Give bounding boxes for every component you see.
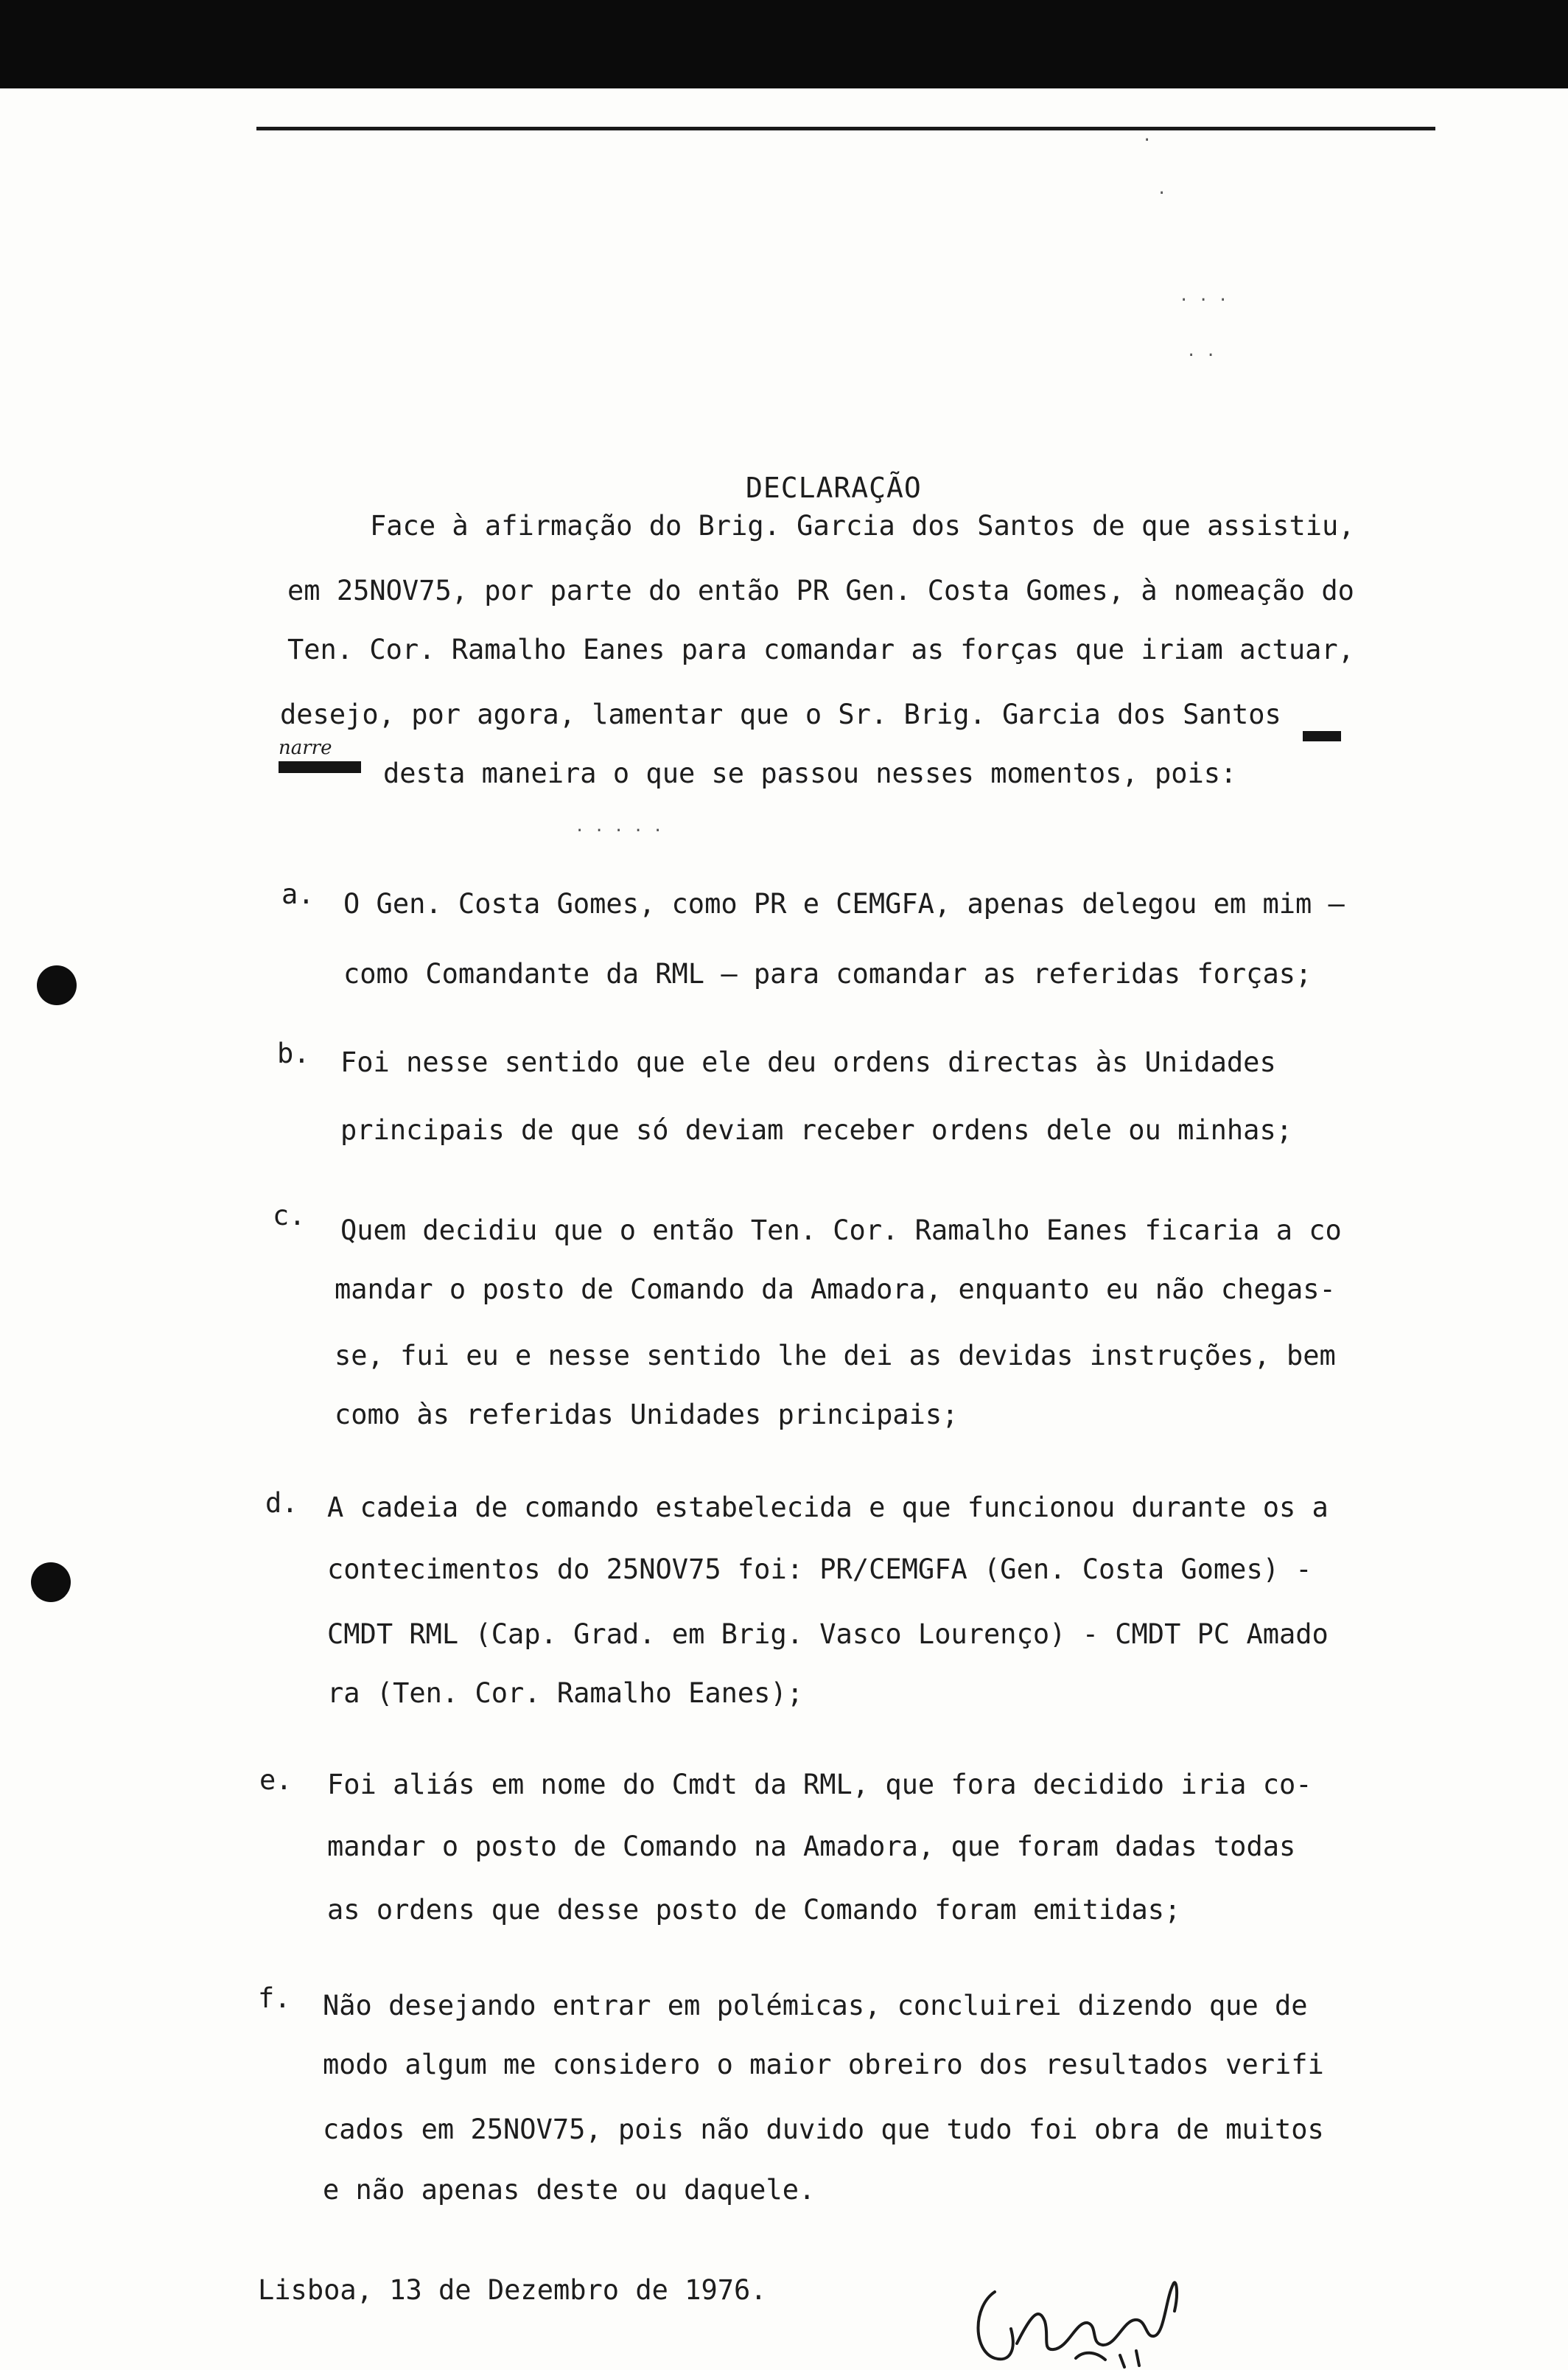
scan-speck: · · · · · xyxy=(575,822,663,840)
item-marker: e. xyxy=(259,1764,293,1796)
item-marker: c. xyxy=(273,1200,306,1231)
struck-out-word xyxy=(279,761,361,773)
scan-top-edge xyxy=(0,0,1568,88)
intro-line: desejo, por agora, lamentar que o Sr. Brig. Garcia dos Santos xyxy=(280,699,1281,730)
item-line: se, fui eu e nesse sentido lhe dei as devidas instruções, bem xyxy=(335,1340,1336,1371)
header-rule xyxy=(256,127,1435,130)
item-line: mandar o posto de Comando da Amadora, enquanto eu não chegas- xyxy=(335,1273,1336,1305)
punch-hole-lower xyxy=(31,1562,71,1602)
intro-line: em 25NOV75, por parte do então PR Gen. Costa Gomes, à nomeação do xyxy=(287,575,1354,607)
place-and-date: Lisboa, 13 de Dezembro de 1976. xyxy=(258,2274,767,2306)
item-line: contecimentos do 25NOV75 foi: PR/CEMGFA (Gen. Costa Gomes) - xyxy=(327,1553,1312,1585)
item-line: ra (Ten. Cor. Ramalho Eanes); xyxy=(327,1677,804,1709)
item-line: CMDT RML (Cap. Grad. em Brig. Vasco Lourenço) - CMDT PC Amado xyxy=(327,1618,1329,1650)
item-marker: d. xyxy=(265,1487,298,1519)
item-line: O Gen. Costa Gomes, como PR e CEMGFA, apenas delegou em mim — xyxy=(343,888,1345,920)
item-line: as ordens que desse posto de Comando foram emitidas; xyxy=(327,1894,1181,1926)
item-marker: b. xyxy=(277,1038,310,1069)
document-title: DECLARAÇÃO xyxy=(746,472,922,504)
item-line: A cadeia de comando estabelecida e que funcionou durante os a xyxy=(327,1492,1329,1523)
item-line: e não apenas deste ou daquele. xyxy=(323,2174,816,2206)
handwritten-correction: narre xyxy=(279,737,332,759)
item-line: Foi nesse sentido que ele deu ordens directas às Unidades xyxy=(340,1046,1276,1078)
item-line: modo algum me considero o maior obreiro dos resultados verifi xyxy=(323,2049,1324,2080)
item-line: como Comandante da RML — para comandar as referidas forças; xyxy=(343,958,1312,990)
item-line: Quem decidiu que o então Ten. Cor. Ramalho Eanes ficaria a co xyxy=(340,1214,1342,1246)
scan-speck: · xyxy=(1157,184,1167,203)
handwritten-signature xyxy=(965,2240,1208,2370)
scan-speck: · · · xyxy=(1179,291,1228,310)
punch-hole-upper xyxy=(37,965,77,1005)
item-line: cados em 25NOV75, pois não duvido que tudo foi obra de muitos xyxy=(323,2114,1324,2145)
item-line: Foi aliás em nome do Cmdt da RML, que fora decidido iria co- xyxy=(327,1769,1312,1800)
intro-line: Face à afirmação do Brig. Garcia dos Santos de que assistiu, xyxy=(370,510,1355,542)
scan-speck: · · xyxy=(1186,346,1216,365)
item-line: mandar o posto de Comando na Amadora, que foram dadas todas xyxy=(327,1831,1296,1862)
item-line: principais de que só deviam receber ordens dele ou minhas; xyxy=(340,1114,1293,1146)
scan-speck: · xyxy=(1142,131,1152,150)
intro-line: desta maneira o que se passou nesses momentos, pois: xyxy=(383,758,1237,789)
item-marker: a. xyxy=(281,878,315,910)
item-line: Não desejando entrar em polémicas, concluirei dizendo que de xyxy=(323,1990,1308,2021)
intro-line: Ten. Cor. Ramalho Eanes para comandar as forças que iriam actuar, xyxy=(287,634,1354,665)
item-marker: f. xyxy=(258,1982,291,2014)
struck-out-word xyxy=(1303,731,1341,741)
item-line: como às referidas Unidades principais; xyxy=(335,1399,959,1430)
